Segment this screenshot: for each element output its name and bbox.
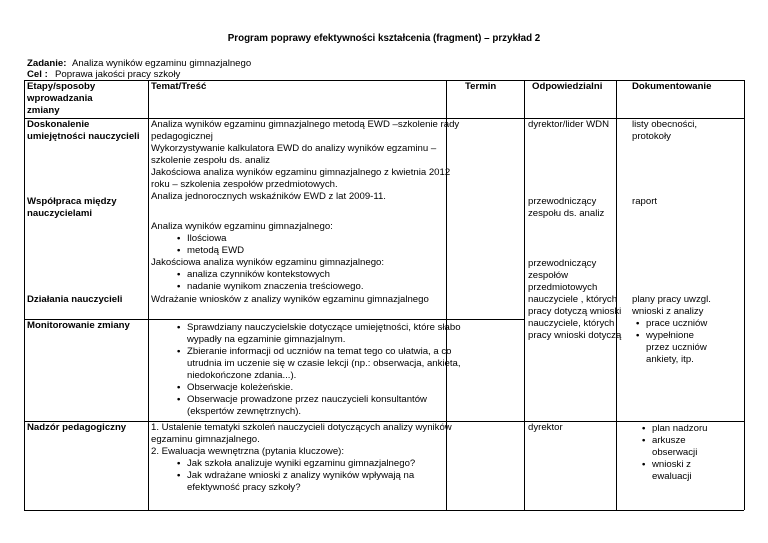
monitoring-line: utrudnia im uczenie się w czasie lekcji (np.: obserwacja, ankieta, bbox=[187, 358, 461, 369]
topic-line: Analiza jednorocznych wskaźników EWD z lat 2009-11. bbox=[151, 191, 386, 202]
monitoring-line: niedokończone zdania...). bbox=[187, 370, 297, 381]
col-border bbox=[24, 80, 25, 510]
col-header-responsible: Odpowiedzialni bbox=[532, 81, 603, 92]
responsible-line: nauczyciele , których bbox=[528, 294, 618, 305]
monitoring-line: (ekspertów zewnętrznych). bbox=[187, 406, 302, 417]
responsible-line: przedmiotowych bbox=[528, 282, 598, 293]
col-header-topic: Temat/Treść bbox=[151, 81, 207, 92]
topic-line: efektywność pracy szkoły? bbox=[187, 482, 301, 493]
stage-cell: Nadzór pedagogiczny bbox=[27, 422, 127, 433]
topic-bullet: • Jak wdrażane wnioski z analizy wyników wpływają na bbox=[187, 470, 414, 482]
goal-value: Poprawa jakości pracy szkoły bbox=[55, 69, 181, 80]
topic-line: roku – szkolenia zespołów przedmiotowych. bbox=[151, 179, 338, 190]
topic-line: 2. Ewaluacja wewnętrzna (pytania kluczowe): bbox=[151, 446, 345, 457]
topic-line: egzaminu gimnazjalnego. bbox=[151, 434, 260, 445]
col-header-stages-line: zmiany bbox=[27, 105, 60, 116]
documentation-bullet: • plan nadzoru bbox=[652, 423, 707, 435]
documentation-line: plany pracy uwzgl. bbox=[632, 294, 711, 305]
col-border bbox=[148, 80, 149, 510]
documentation-line: obserwacji bbox=[652, 447, 698, 458]
documentation-line: wnioski z analizy bbox=[632, 306, 704, 317]
stage-cell: Działania nauczycieli bbox=[27, 294, 123, 305]
col-header-documentation: Dokumentowanie bbox=[632, 81, 712, 92]
documentation-bullet: • wypełnione bbox=[646, 330, 694, 342]
table-bottom-border bbox=[24, 510, 744, 511]
topic-bullet: • Ilościowa bbox=[187, 233, 226, 245]
topic-bullet: • analiza czynników kontekstowych bbox=[187, 269, 330, 281]
documentation-cell: raport bbox=[632, 196, 658, 207]
stage-cell: Współpraca między bbox=[27, 196, 117, 207]
task-label: Zadanie: bbox=[27, 58, 67, 69]
documentation-line: przez uczniów bbox=[646, 342, 707, 353]
topic-line: 1. Ustalenie tematyki szkoleń nauczycieli dotyczących analizy wyników bbox=[151, 422, 452, 433]
documentation-line: ewaluacji bbox=[652, 471, 692, 482]
documentation-bullet: • prace uczniów bbox=[646, 318, 707, 330]
goal-label: Cel : bbox=[27, 69, 48, 80]
responsible-line: zespołów bbox=[528, 270, 568, 281]
col-header-term: Termin bbox=[465, 81, 497, 92]
monitoring-bullet: • Obserwacje koleżeńskie. bbox=[187, 382, 293, 394]
topic-bullet: • metodą EWD bbox=[187, 245, 244, 257]
topic-line: Wykorzystywanie kalkulatora EWD do analizy wyników egzaminu – bbox=[151, 143, 437, 154]
document-title: Program poprawy efektywności kształcenia (fragment) – przykład 2 bbox=[227, 33, 541, 44]
documentation-bullet: • wnioski z bbox=[652, 459, 691, 471]
stage-cell: Doskonalenie bbox=[27, 119, 90, 130]
responsible-line: pracy dotyczą wnioski bbox=[528, 306, 622, 317]
stage-cell: umiejętności nauczycieli bbox=[27, 131, 140, 142]
col-border bbox=[446, 80, 447, 510]
responsible-line: przewodniczący bbox=[528, 258, 597, 269]
documentation-line: protokoły bbox=[632, 131, 671, 142]
documentation-bullet: • arkusze bbox=[652, 435, 686, 447]
responsible-line: pracy wnioski dotyczą bbox=[528, 330, 622, 341]
responsible-line: przewodniczący bbox=[528, 196, 597, 207]
task-value: Analiza wyników egzaminu gimnazjalnego bbox=[72, 58, 252, 69]
monitoring-bullet: • Sprawdziany nauczycielskie dotyczące umiejętności, które słabo bbox=[187, 322, 461, 334]
responsible-cell: dyrektor bbox=[528, 422, 563, 433]
stage-cell: Monitorowanie zmiany bbox=[27, 320, 130, 331]
topic-line: szkolenie zespołu ds. analiz bbox=[151, 155, 270, 166]
documentation-line: listy obecności, bbox=[632, 119, 698, 130]
responsible-line: nauczyciele, których bbox=[528, 318, 615, 329]
col-border bbox=[524, 80, 525, 510]
topic-line: Analiza wyników egzaminu gimnazjalnego: bbox=[151, 221, 333, 232]
topic-line: pedagogicznej bbox=[151, 131, 213, 142]
topic-line: Analiza wyników egzaminu gimnazjalnego metodą EWD –szkolenie rady bbox=[151, 119, 460, 130]
stage-cell: nauczycielami bbox=[27, 208, 93, 219]
monitoring-line: wypadły na egzaminie gimnazjalnym. bbox=[187, 334, 346, 345]
col-header-stages-line: Etapy/sposoby bbox=[27, 81, 96, 92]
col-border bbox=[744, 80, 745, 510]
monitoring-bullet: • Zbieranie informacji od uczniów na temat tego co ułatwia, a co bbox=[187, 346, 452, 358]
topic-bullet: • Jak szkoła analizuje wyniki egzaminu gimnazjalnego? bbox=[187, 458, 415, 470]
topic-line: Wdrażanie wniosków z analizy wyników egzaminu gimnazjalnego bbox=[151, 294, 429, 305]
topic-bullet: • nadanie wynikom znaczenia treściowego. bbox=[187, 281, 364, 293]
topic-line: Jakościowa analiza wyników egzaminu gimnazjalnego: bbox=[151, 257, 385, 268]
documentation-line: ankiety, itp. bbox=[646, 354, 694, 365]
monitoring-bullet: • Obserwacje prowadzone przez nauczycieli konsultantów bbox=[187, 394, 427, 406]
topic-line: Jakościowa analiza wyników egzaminu gimnazjalnego z kwietnia 2012 bbox=[151, 167, 451, 178]
col-header-stages-line: wprowadzania bbox=[27, 93, 93, 104]
responsible-cell: dyrektor/lider WDN bbox=[528, 119, 610, 130]
responsible-line: zespołu ds. analiz bbox=[528, 208, 605, 219]
